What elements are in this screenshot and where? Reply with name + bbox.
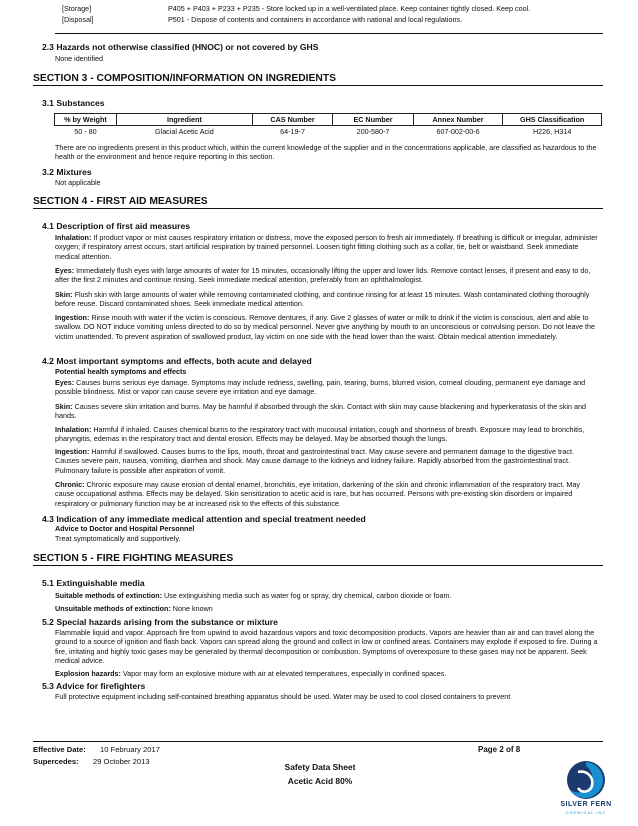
table-cell: 50 - 80 bbox=[74, 127, 97, 136]
inhalation-paragraph bbox=[55, 233, 599, 261]
chronic-paragraph bbox=[55, 480, 599, 508]
effective-date-label: Effective Date: bbox=[33, 745, 86, 754]
chronic-label: Chronic: bbox=[55, 480, 85, 489]
skin-label: Skin: bbox=[55, 290, 73, 299]
table-cell: H226, H314 bbox=[532, 127, 572, 136]
suitable-media-paragraph bbox=[55, 591, 599, 600]
subsection-2-3-text: None identified bbox=[55, 54, 103, 63]
ingestion-symptoms-text: Harmful if swallowed. Causes burns to the lips, mouth, throat and gastrointestinal tract. May cause severe and permanent damage to the digestive tract. Causes severe pain, nausea, vomiting, diarrhea and shock. May cause damage to the kidneys and kidney failure. Rapidly absorbed from the gastrointestinal tract. Pulmonary failure is possible after aspiration of vomit. bbox=[55, 447, 574, 475]
table-cell: 200-580-7 bbox=[356, 127, 390, 136]
table-header: % by Weight bbox=[55, 114, 117, 126]
explosion-paragraph bbox=[55, 669, 599, 678]
logo-name: SILVER FERN bbox=[560, 801, 612, 808]
potential-effects-heading: Potential health symptoms and effects bbox=[55, 367, 187, 376]
subsection-4-1-title: 4.1 Description of first aid measures bbox=[42, 221, 191, 231]
ingredients-note: There are no ingredients present in this product which, within the current knowledge of the supplier and in the concentrations applicable, are classified as hazardous to the health or the environment and hence require reporting in this section. bbox=[55, 143, 597, 162]
advice-text: Treat symptomatically and supportively. bbox=[55, 534, 181, 543]
storage-text: P405 + P403 + P233 + P235 - Store locked up in a well-ventilated place. Keep container tightly closed. Keep cool. bbox=[168, 4, 531, 13]
inhalation-symptoms-label: Inhalation: bbox=[55, 425, 92, 434]
subsection-5-3-title: 5.3 Advice for firefighters bbox=[42, 681, 146, 691]
section-4-title: SECTION 4 - FIRST AID MEASURES bbox=[33, 196, 603, 209]
mixtures-text: Not applicable bbox=[55, 178, 101, 187]
eyes-symptoms-text: Causes burns serious eye damage. Symptoms may include redness, swelling, pain, tearing, burns, blurred vision, corneal clouding, permanent eye damage and possible blindness. Mist or vapor can cause severe eye irritation and eye damage. bbox=[55, 378, 586, 397]
inhalation-symptoms-paragraph bbox=[55, 425, 599, 444]
storage-label: [Storage] bbox=[62, 4, 92, 13]
ingestion-paragraph bbox=[55, 313, 599, 341]
explosion-text: Vapor may form an explosive mixture with air at elevated temperatures, especially in confined spaces. bbox=[120, 669, 447, 678]
ingestion-symptoms-paragraph bbox=[55, 447, 599, 475]
logo-subtitle: CHEMICAL INC bbox=[565, 810, 607, 815]
product-name: Acetic Acid 80% bbox=[287, 776, 353, 786]
subsection-5-1-title: 5.1 Extinguishable media bbox=[42, 578, 145, 588]
table-row bbox=[55, 126, 602, 138]
ingestion-text: Rinse mouth with water if the victim is conscious. Remove dentures, if any. Give 2 glasses of water or milk to drink if the victim is conscious, alert and able to swallow. DO NOT induce vomiting unless directed to do so by medical personnel. Never give anything by mouth to an unconscious or convulsing person. Do not leave the victim unattended. To prevent aspiration of swallowed product, lay victim on one side with the head lower than the waist. Obtain medical attention immediately. bbox=[55, 313, 596, 341]
table-cell: 64-19-7 bbox=[280, 127, 305, 136]
suitable-media-label: Suitable methods of extinction: bbox=[55, 591, 163, 600]
eyes-symptoms-paragraph bbox=[55, 378, 599, 397]
table-cell: Glacial Acetic Acid bbox=[155, 127, 214, 136]
inhalation-symptoms-text: Harmful if inhaled. Causes chemical burns to the respiratory tract with mucousal irritation, cough and shortness of breath. Exposure may lead to bronchitis, pharyngitis, edemas in the respiratory tract and dental erosion. Effects may be delayed. May be absorbed though the lungs. bbox=[55, 425, 585, 444]
substances-table bbox=[54, 113, 602, 137]
subsection-3-1-title: 3.1 Substances bbox=[42, 98, 105, 108]
special-hazards-text: Flammable liquid and vapor. Approach fire from upwind to avoid hazardous vapors and toxic decomposition products. Vapors are heavier than air and can travel along the ground to a source of ignition and flash back. Vapors can spread along the ground and collect in low or confined areas. Containers may explode if exposed to fire. During a fire, irritating and highly toxic gases may be generated by thermal decomposition or combustion. Symptoms of overexposure to these gases may not be apparent. Seek medical advice. bbox=[55, 628, 598, 666]
table-cell: 607-002-00-6 bbox=[436, 127, 480, 136]
explosion-label: Explosion hazards: bbox=[55, 669, 121, 678]
effective-date-value: 10 February 2017 bbox=[100, 745, 160, 754]
skin-symptoms-text: Causes severe skin irritation and burns. May be harmful if absorbed through the skin. Contact with skin may cause blackening and hyperkeratosis of the skin and hands. bbox=[55, 402, 586, 421]
subsection-5-2-title: 5.2 Special hazards arising from the substance or mixture bbox=[42, 617, 278, 627]
subsection-3-2-title: 3.2 Mixtures bbox=[42, 167, 92, 177]
divider bbox=[55, 33, 603, 34]
skin-paragraph bbox=[55, 290, 599, 309]
table-header: Annex Number bbox=[413, 114, 503, 126]
table-header: GHS Classification bbox=[503, 114, 602, 126]
table-header: Ingredient bbox=[116, 114, 252, 126]
ingestion-symptoms-label: Ingestion: bbox=[55, 447, 90, 456]
skin-text: Flush skin with large amounts of water while removing contaminated clothing, and continue rinsing for at least 15 minutes. Wash contaminated clothing thoroughly before reuse. Discard contaminated shoes. Seek immediate medical attention. bbox=[55, 290, 590, 309]
skin-symptoms-paragraph bbox=[55, 402, 599, 421]
unsuitable-media-paragraph bbox=[55, 604, 599, 613]
unsuitable-media-text: None known bbox=[170, 604, 213, 613]
footer-divider bbox=[33, 741, 603, 742]
supersedes-label: Supercedes: bbox=[33, 757, 79, 766]
inhalation-text: If product vapor or mist causes respiratory irritation or distress, move the exposed person to fresh air immediately. If breathing is difficult or irregular, administer oxygen; if respiratory arrest occurs, start artificial respiration by trained personnel. Loosen tight fitting clothing such as a collar, tie, belt or waistband. Seek immediate medical attention. bbox=[55, 233, 598, 261]
inhalation-label: Inhalation: bbox=[55, 233, 92, 242]
table-header: CAS Number bbox=[252, 114, 332, 126]
silver-fern-logo bbox=[556, 758, 616, 818]
section-5-title: SECTION 5 - FIRE FIGHTING MEASURES bbox=[33, 553, 603, 566]
eyes-label: Eyes: bbox=[55, 266, 75, 275]
fern-swirl-icon bbox=[556, 758, 616, 818]
supersedes-value: 29 October 2013 bbox=[93, 757, 150, 766]
page-number: Page 2 of 8 bbox=[478, 745, 521, 754]
subsection-2-3-title: 2.3 Hazards not otherwise classified (HNOC) or not covered by GHS bbox=[42, 42, 319, 52]
skin-symptoms-label: Skin: bbox=[55, 402, 73, 411]
section-3-title: SECTION 3 - COMPOSITION/INFORMATION ON INGREDIENTS bbox=[33, 73, 603, 86]
suitable-media-text: Use extinguishing media such as water fog or spray, dry chemical, carbon dioxide or foam. bbox=[162, 591, 452, 600]
chronic-text: Chronic exposure may cause erosion of dental enamel, bronchitis, eye irritation, darkening of the skin and chronic inflammation of the respiratory tract. May cause occupational asthma. Effects may be delayed. Skin sensitization to acetic acid is rare, but has occurred. Persons with pre-existing skin disorders or impaired respiratory or pulmonary function may be at increased risk to the effects of this substance. bbox=[55, 480, 580, 508]
advice-heading: Advice to Doctor and Hospital Personnel bbox=[55, 524, 195, 533]
disposal-text: P501 - Dispose of contents and containers in accordance with national and local regulations. bbox=[168, 15, 463, 24]
firefighters-advice-text: Full protective equipment including self-contained breathing apparatus should be used. Water may be used to cool closed containers to prevent bbox=[55, 692, 511, 701]
disposal-label: [Disposal] bbox=[62, 15, 94, 24]
subsection-4-2-title: 4.2 Most important symptoms and effects, both acute and delayed bbox=[42, 356, 312, 366]
eyes-symptoms-label: Eyes: bbox=[55, 378, 75, 387]
document-title: Safety Data Sheet bbox=[284, 762, 356, 772]
unsuitable-media-label: Unsuitable methods of extinction: bbox=[55, 604, 171, 613]
ingestion-label: Ingestion: bbox=[55, 313, 90, 322]
eyes-paragraph bbox=[55, 266, 599, 285]
eyes-text: Immediately flush eyes with large amounts of water for 15 minutes, occasionally lifting the upper and lower lids. Remove contact lenses, if present and easy to do, after the first 2 minutes and continue rinsing. Seek immediate medical attention, preferably from an ophthalmologist. bbox=[55, 266, 591, 285]
table-header: EC Number bbox=[333, 114, 413, 126]
table-header-row bbox=[55, 114, 602, 126]
subsection-4-3-title: 4.3 Indication of any immediate medical attention and special treatment needed bbox=[42, 514, 366, 524]
